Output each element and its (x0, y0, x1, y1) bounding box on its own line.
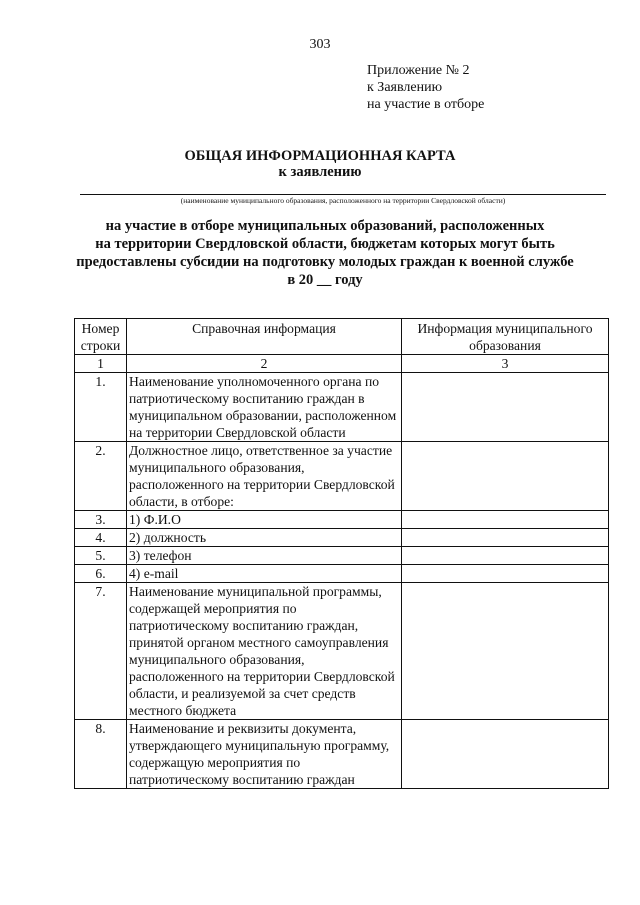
row-info-field[interactable] (402, 529, 609, 547)
row-number: 1. (75, 373, 127, 442)
table-row (75, 720, 609, 789)
row-info-field[interactable] (402, 442, 609, 511)
subtitle-line-2: на территории Свердловской области, бюджетам которых могут быть (95, 236, 555, 252)
row-number: 7. (75, 583, 127, 720)
row-description: Наименование муниципальной программы, содержащей мероприятия по патриотическому воспитанию граждан, принятой органом местного самоуправления муниципального образования, расположенного на территории Свердловской области, и реализуемой за счет средств местного бюджета (127, 583, 402, 720)
row-info-field[interactable] (402, 373, 609, 442)
header-municipal-info: Информация муниципального образования (402, 319, 609, 355)
info-table (74, 318, 609, 789)
table-row (75, 373, 609, 442)
table-row (75, 442, 609, 511)
appendix-note (367, 62, 484, 113)
table-row (75, 529, 609, 547)
header-reference-info: Справочная информация (127, 319, 402, 355)
column-number: 2 (127, 355, 402, 373)
title-line-1: ОБЩАЯ ИНФОРМАЦИОННАЯ КАРТА (184, 148, 456, 164)
row-number: 5. (75, 547, 127, 565)
subtitle-line-1: на участие в отборе муниципальных образований, расположенных (105, 218, 545, 234)
row-number: 6. (75, 565, 127, 583)
header-row-number: Номер строки (75, 319, 127, 355)
document-subtitle (60, 217, 590, 289)
municipality-name-line (80, 194, 606, 195)
row-description: 1) Ф.И.О (127, 511, 402, 529)
row-info-field[interactable] (402, 511, 609, 529)
table-row (75, 547, 609, 565)
table-header-row (75, 319, 609, 355)
appendix-line-1: Приложение № 2 (367, 63, 470, 78)
row-description: 2) должность (127, 529, 402, 547)
appendix-line-2: к Заявлению (367, 80, 443, 95)
document-title (0, 148, 640, 180)
row-info-field[interactable] (402, 547, 609, 565)
row-info-field[interactable] (402, 720, 609, 789)
municipality-name-caption: (наименование муниципального образования, расположенного на территории Свердловской области) (180, 196, 506, 205)
row-number: 8. (75, 720, 127, 789)
row-info-field[interactable] (402, 583, 609, 720)
column-number-row (75, 355, 609, 373)
row-info-field[interactable] (402, 565, 609, 583)
title-line-2: к заявлению (278, 164, 362, 180)
row-description: 3) телефон (127, 547, 402, 565)
subtitle-line-4: в 20 __ году (287, 272, 363, 288)
subtitle-line-3: предоставлены субсидии на подготовку молодых граждан к военной службе (76, 254, 574, 270)
page-number: 303 (309, 37, 331, 52)
row-number: 3. (75, 511, 127, 529)
row-description: Наименование уполномоченного органа по патриотическому воспитанию граждан в муниципальном образовании, расположенном на территории Свердловской области (127, 373, 402, 442)
table-row (75, 511, 609, 529)
table-row (75, 583, 609, 720)
row-number: 4. (75, 529, 127, 547)
column-number: 3 (402, 355, 609, 373)
row-number: 2. (75, 442, 127, 511)
column-number: 1 (75, 355, 127, 373)
row-description: Наименование и реквизиты документа, утверждающего муниципальную программу, содержащую мероприятия по патриотическому воспитанию граждан (127, 720, 402, 789)
row-description: Должностное лицо, ответственное за участие муниципального образования, расположенного на территории Свердловской области, в отборе: (127, 442, 402, 511)
row-description: 4) e-mail (127, 565, 402, 583)
table-row (75, 565, 609, 583)
appendix-line-3: на участие в отборе (367, 97, 485, 112)
